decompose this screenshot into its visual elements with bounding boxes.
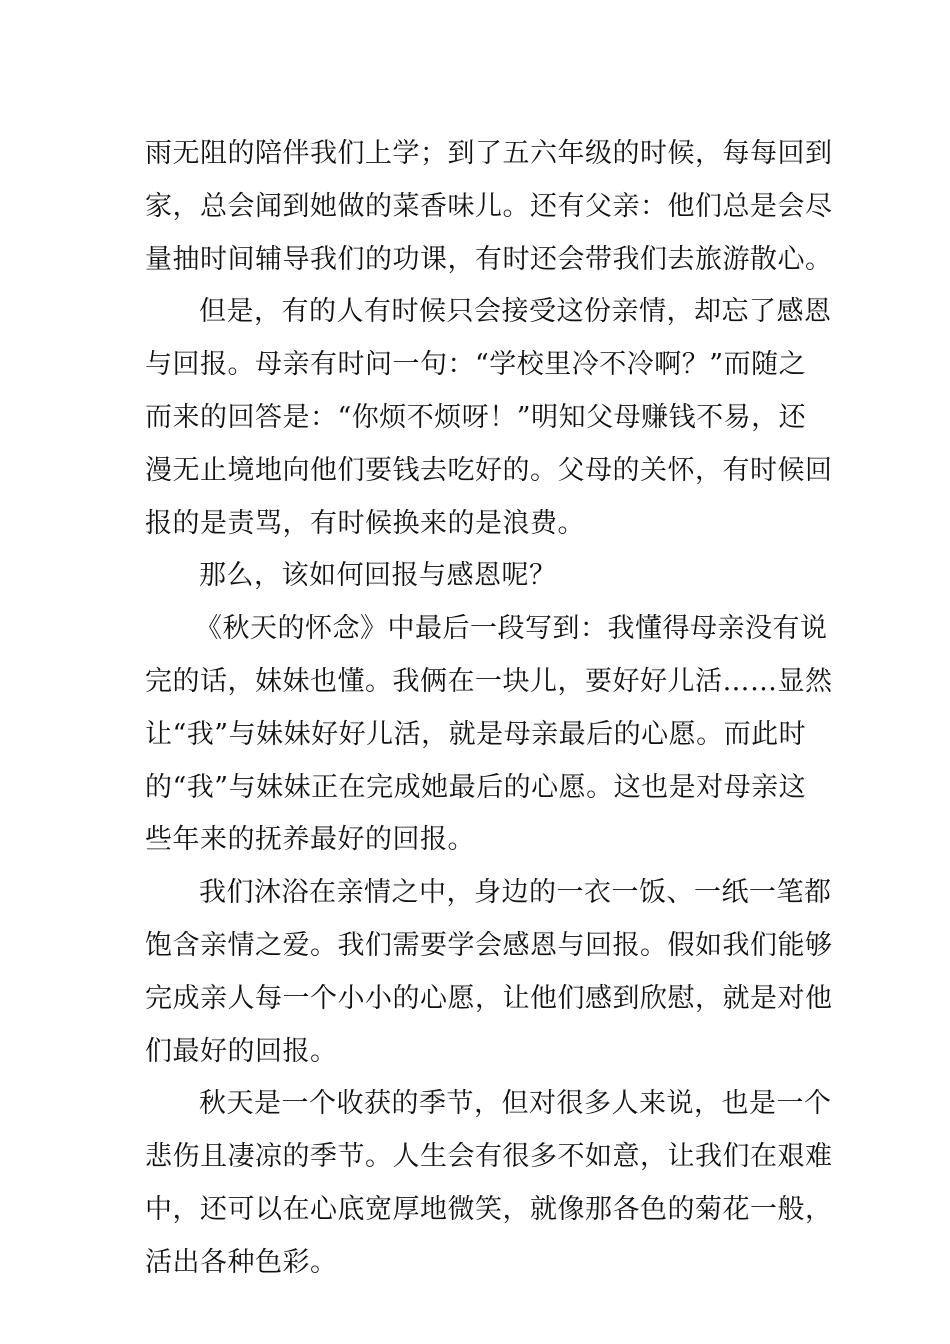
paragraph-1 <box>145 128 833 286</box>
document-body <box>145 128 833 1290</box>
paragraph-line: 饱含亲情之爱。我们需要学会感恩与回报。假如我们能够 <box>145 929 833 961</box>
paragraph-line: 雨无阻的陪伴我们上学；到了五六年级的时候，每每回到 <box>145 138 833 169</box>
paragraph-line: 些年来的抚养最好的回报。 <box>145 824 475 856</box>
paragraph-4 <box>145 603 833 867</box>
paragraph-6 <box>145 1078 833 1289</box>
paragraph-line: 我们沐浴在亲情之中，身边的一衣一饭、一纸一笔都 <box>199 877 832 909</box>
paragraph-line: 让“我”与妹妹好好儿活，就是母亲最后的心愿。而此时 <box>145 718 807 750</box>
paragraph-line: 漫无止境地向他们要钱去吃好的。父母的关怀，有时候回 <box>145 454 833 486</box>
paragraph-line: 活出各种色彩。 <box>145 1246 338 1278</box>
paragraph-line: 的“我”与妹妹正在完成她最后的心愿。这也是对母亲这 <box>145 771 807 803</box>
paragraph-3 <box>145 550 810 603</box>
paragraph-line: 而来的回答是：“你烦不烦呀！”明知父母赚钱不易，还 <box>145 401 807 433</box>
paragraph-line: 秋天是一个收获的季节，但对很多人来说，也是一个 <box>199 1088 832 1120</box>
paragraph-line: 们最好的回报。 <box>145 1035 338 1067</box>
paragraph-line: 完的话，妹妹也懂。我俩在一块儿，要好好儿活……显然 <box>145 665 833 697</box>
paragraph-line: 与回报。母亲有时问一句：“学校里冷不冷啊？”而随之 <box>145 349 807 381</box>
paragraph-line: 那么，该如何回报与感恩呢？ <box>199 560 557 592</box>
paragraph-5 <box>145 867 833 1078</box>
paragraph-line: 悲伤且凄凉的季节。人生会有很多不如意，让我们在艰难 <box>145 1141 833 1173</box>
paragraph-line: 完成亲人每一个小小的心愿，让他们感到欣慰，就是对他 <box>145 982 833 1014</box>
paragraph-line: 《秋天的怀念》中最后一段写到：我懂得母亲没有说 <box>195 613 828 645</box>
paragraph-line: 中，还可以在心底宽厚地微笑，就像那各色的菊花一般， <box>145 1193 833 1225</box>
paragraph-line: 报的是责骂，有时候换来的是浪费。 <box>145 507 585 539</box>
paragraph-line: 量抽时间辅导我们的功课，有时还会带我们去旅游散心。 <box>145 243 833 275</box>
paragraph-2 <box>145 286 833 550</box>
paragraph-line: 家，总会闻到她做的菜香味儿。还有父亲：他们总是会尽 <box>145 190 833 222</box>
paragraph-line: 但是，有的人有时候只会接受这份亲情，却忘了感恩 <box>199 296 832 328</box>
